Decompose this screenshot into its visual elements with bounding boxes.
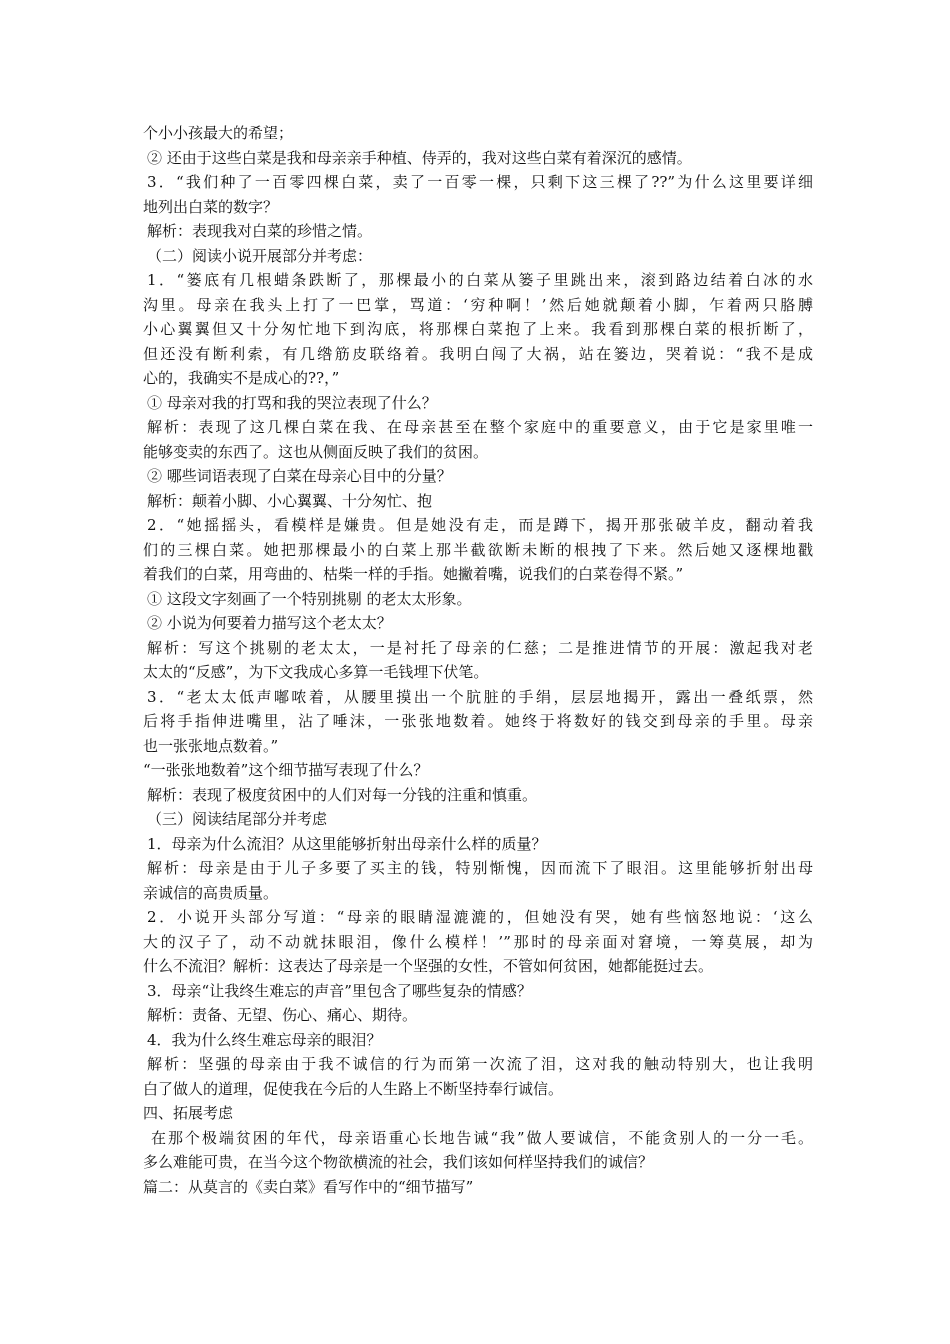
text-line: 解析：表现了极度贫困中的人们对每一分钱的注重和慎重。 [147, 785, 538, 804]
section-heading: （二）阅读小说开展部分并考虑： [147, 246, 373, 265]
text-line: 在那个极端贫困的年代，母亲语重心长地告诫“我”做人要诚信，不能贪别人的一分一毛。 [151, 1128, 813, 1147]
text-line: 什么不流泪？解析：这表达了母亲是一个坚强的女性，不管如何贫困，她都能挺过去。 [143, 957, 714, 975]
text-line: 1．“篓底有几根蜡条跌断了，那棵最小的白菜从篓子里跳出来，滚到路边结着白冰的水 [147, 271, 813, 289]
text-line: ② 小说为何要着力描写这个老太太？ [147, 614, 392, 632]
text-line: 沟里。母亲在我头上打了一巴掌，骂道：‘穷种啊！’然后她就颠着小脚，乍着两只胳膊 [143, 295, 813, 314]
text-line: 3．母亲“让我终生难忘的声音”里包含了哪些复杂的情感？ [147, 981, 532, 1000]
text-line: 1．母亲为什么流泪？从这里能够折射出母亲什么样的质量？ [147, 834, 547, 853]
document-body [143, 121, 813, 1199]
text-line: 白了做人的道理，促使我在今后的人生路上不断坚持奉行诚信。 [143, 1079, 564, 1098]
text-line: 地列出白菜的数字？ [143, 197, 279, 216]
text-line: 解析：写这个挑剔的老太太，一是衬托了母亲的仁慈；二是推进情节的开展：激起我对老 [147, 638, 813, 657]
text-line: 3．“老太太低声嘟哝着，从腰里摸出一个肮脏的手绢，层层地揭开，露出一叠纸票，然 [147, 687, 813, 706]
text-line: 2．小说开头部分写道：“母亲的眼睛湿漉漉的，但她没有哭，她有些恼怒地说：‘这么 [147, 908, 813, 926]
text-line: 着我们的白菜，用弯曲的、枯柴一样的手指。她撇着嘴，说我们的白菜卷得不紧。” [143, 565, 684, 583]
text-line: 解析：表现我对白菜的珍惜之情。 [147, 222, 373, 240]
text-line: 亲诚信的高贵质量。 [143, 883, 279, 902]
text-line: ① 这段文字刻画了一个特别挑剔 的老太太形象。 [147, 589, 472, 608]
text-line: 们的三棵白菜。她把那棵最小的白菜上那半截欲断未断的根拽了下来。然后她又逐棵地戳 [143, 540, 813, 559]
text-line: ① 母亲对我的打骂和我的哭泣表现了什么？ [147, 393, 437, 412]
text-line: 但还没有断利索，有几绺筋皮联络着。我明白闯了大祸，站在篓边，哭着说：“我不是成 [143, 344, 813, 363]
text-line: 解析：表现了这几棵白菜在我、在母亲甚至在整个家庭中的重要意义，由于它是家里唯一 [147, 418, 813, 436]
section-heading: （三）阅读结尾部分并考虑 [147, 810, 328, 828]
text-line: 解析：责备、无望、伤心、痛心、期待。 [147, 1006, 418, 1024]
text-line: 大的汉子了，动不动就抹眼泪，像什么模样！’”那时的母亲面对窘境，一筹莫展，却为 [143, 932, 813, 951]
text-line: 解析：颠着小脚、小心翼翼、十分匆忙、抱 [147, 491, 433, 510]
text-line: ② 还由于这些白菜是我和母亲亲手种植、侍弄的，我对这些白菜有着深沉的感情。 [147, 148, 692, 167]
text-line: 解析：坚强的母亲由于我不诚信的行为而第一次流了泪，这对我的触动特别大，也让我明 [147, 1055, 813, 1073]
text-line: 心的，我确实不是成心的??，” [143, 369, 340, 387]
section-heading: 四、拓展考虑 [143, 1104, 234, 1122]
text-line: 也一张张地点数着。” [143, 736, 279, 755]
text-line: 能够变卖的东西了。这也从侧面反映了我们的贫困。 [143, 442, 489, 461]
text-line: 4．我为什么终生难忘母亲的眼泪？ [147, 1030, 382, 1049]
text-line: 3．“我们种了一百零四棵白菜，卖了一百零一棵，只剩下这三棵了??”为什么这里要详细 [147, 173, 813, 191]
text-line: “一张张地数着”这个细节描写表现了什么？ [143, 761, 429, 779]
text-line: 后将手指伸进嘴里，沾了唾沫，一张张地数着。她终于将数好的钱交到母亲的手里。母亲 [143, 712, 813, 730]
section-heading: 篇二：从莫言的《卖白菜》看写作中的“细节描写” [143, 1177, 474, 1196]
text-line: 个小小孩最大的希望； [143, 124, 294, 142]
text-line: 小心翼翼但又十分匆忙地下到沟底，将那棵白菜抱了上来。我看到那棵白菜的根折断了， [143, 320, 813, 338]
text-line: 解析：母亲是由于儿子多要了买主的钱，特别惭愧，因而流下了眼泪。这里能够折射出母 [147, 859, 813, 877]
text-line: ② 哪些词语表现了白菜在母亲心目中的分量？ [147, 467, 452, 485]
text-line: 太太的“反感”，为下文我成心多算一毛钱埋下伏笔。 [143, 663, 489, 681]
text-line: 多么难能可贵，在当今这个物欲横流的社会，我们该如何样坚持我们的诚信？ [143, 1153, 654, 1171]
text-line: 2．“她摇摇头，看模样是嫌贵。但是她没有走，而是蹲下，揭开那张破羊皮，翻动着我 [147, 516, 813, 534]
